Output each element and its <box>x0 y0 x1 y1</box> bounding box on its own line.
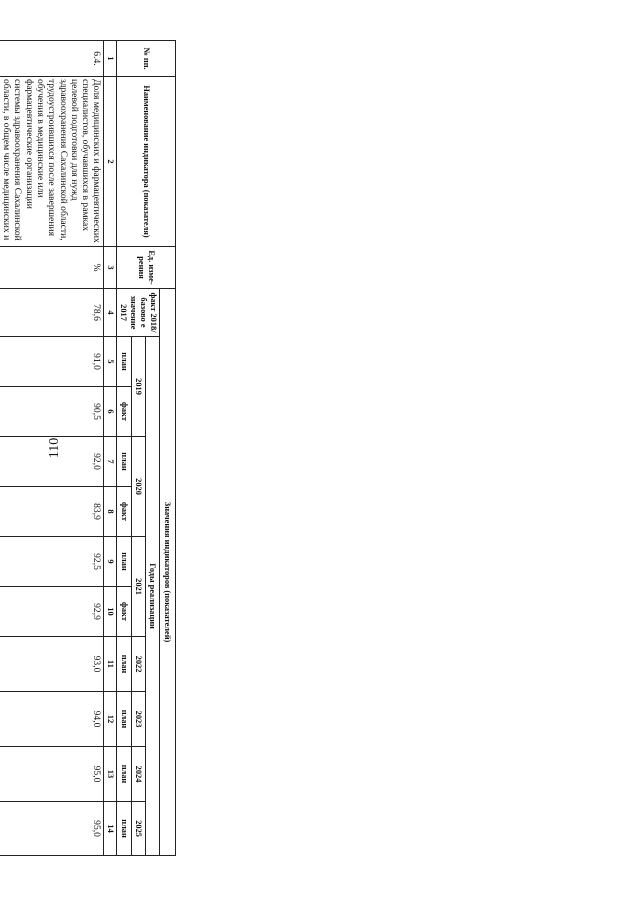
row-value: 95,0 <box>0 802 104 856</box>
header-fact: факт <box>117 487 131 537</box>
row-value: 92,0 <box>0 437 104 487</box>
column-number-row <box>104 41 117 856</box>
indicator-table-rotated <box>0 40 176 855</box>
col-number: 5 <box>104 337 117 387</box>
col-number: 4 <box>104 289 117 337</box>
col-number: 11 <box>104 637 117 692</box>
col-number: 10 <box>104 587 117 637</box>
row-num: 6.4. <box>0 41 104 77</box>
header-unit: Ед. изме-рения <box>117 247 176 289</box>
header-year-2020: 2020 <box>131 437 145 537</box>
col-number: 6 <box>104 387 117 437</box>
header-plan: план <box>117 537 131 587</box>
header-year-2021: 2021 <box>131 537 145 637</box>
col-number: 13 <box>104 747 117 802</box>
header-plan: план <box>117 637 131 692</box>
header-plan: план <box>117 437 131 487</box>
col-number: 2 <box>104 77 117 247</box>
row-value: 95,0 <box>0 747 104 802</box>
header-year-2025: 2025 <box>131 802 145 856</box>
header-num: № пп. <box>117 41 176 77</box>
row-value: 92,9 <box>0 587 104 637</box>
row-unit: % <box>0 247 104 289</box>
header-years-group: Годы реализации <box>145 337 159 856</box>
header-fact: факт <box>117 387 131 437</box>
col-number: 3 <box>104 247 117 289</box>
col-number: 8 <box>104 487 117 537</box>
header-plan: план <box>117 692 131 747</box>
row-value: 93,0 <box>0 637 104 692</box>
col-number: 9 <box>104 537 117 587</box>
header-year-2019: 2019 <box>131 337 145 437</box>
row-value: 92,5 <box>0 537 104 587</box>
header-plan: план <box>117 747 131 802</box>
header-year-2024: 2024 <box>131 747 145 802</box>
header-year-2022: 2022 <box>131 637 145 692</box>
header-fact-base: факт 2018/базово е значение 2017 <box>117 289 160 337</box>
row-name: Доля медицинских и фармацевтических специалистов, обучавшихся в рамках целевой подготовки для нужд здравоохранения Сахалинской области, трудоустроившихся после завершения обучения в медицинские или фармацевтические организации системы здравоохранения Сахалинской области, в общем числе медицинских и <box>0 77 104 247</box>
row-value: 91,0 <box>0 337 104 387</box>
header-name: Наименование индикатора (показателя) <box>117 77 176 247</box>
row-value: 90,5 <box>0 387 104 437</box>
page-number: 110 <box>47 437 62 459</box>
col-number: 14 <box>104 802 117 856</box>
col-number: 12 <box>104 692 117 747</box>
col-number: 1 <box>104 41 117 77</box>
header-values-group: Значения индикаторов (показателей) <box>160 289 176 856</box>
header-fact: факт <box>117 587 131 637</box>
row-base: 78,6 <box>0 289 104 337</box>
indicator-table <box>0 40 176 856</box>
row-value: 83,9 <box>0 487 104 537</box>
col-number: 7 <box>104 437 117 487</box>
row-value: 94,0 <box>0 692 104 747</box>
table-row <box>0 41 104 856</box>
header-plan: план <box>117 802 131 856</box>
header-plan: план <box>117 337 131 387</box>
header-year-2023: 2023 <box>131 692 145 747</box>
